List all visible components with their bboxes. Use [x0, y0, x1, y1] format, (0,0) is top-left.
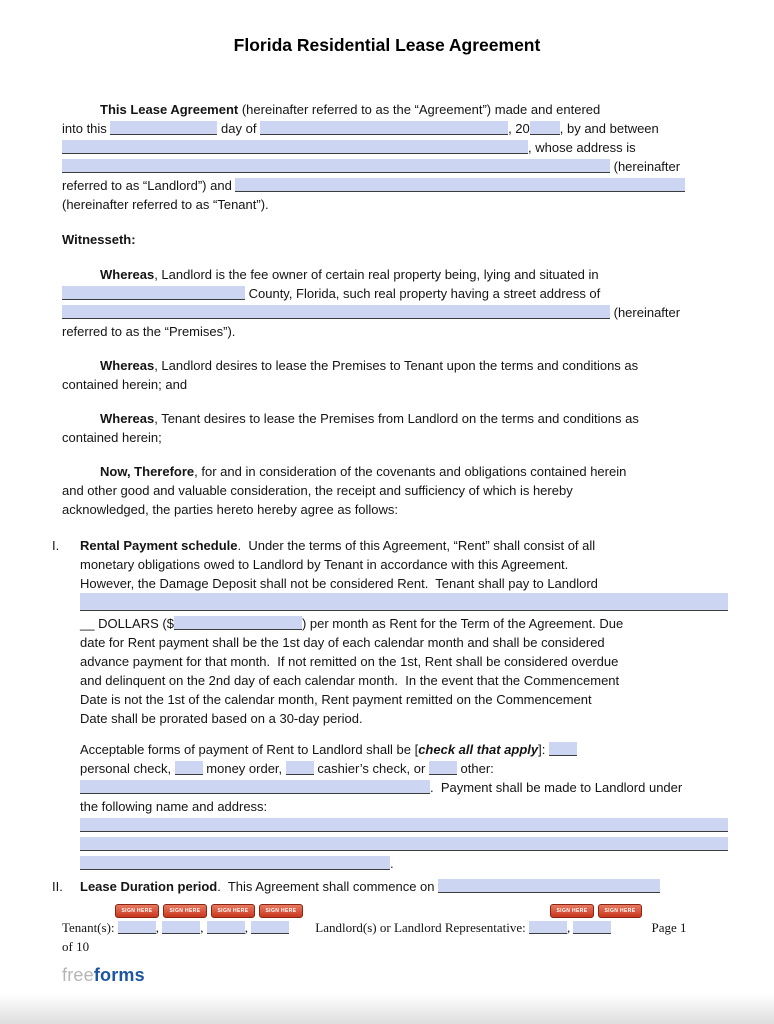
sign-here-tab[interactable]: SIGN HERE: [115, 904, 159, 918]
text-run: ,: [244, 920, 252, 935]
text-run: , for and in consideration of the covenants and obligations contained herein: [194, 464, 627, 479]
text-run: Whereas: [100, 411, 155, 426]
spacer: [62, 913, 115, 914]
landlord-address-field[interactable]: [62, 159, 610, 173]
payee-name-address-field[interactable]: [80, 837, 728, 851]
text-run: . This Agreement shall commence on: [217, 879, 439, 894]
text-line: [80, 574, 728, 593]
text-run: contained herein;: [62, 430, 162, 445]
text-line: [80, 797, 728, 816]
text-run: referred to as “Landlord”) and: [62, 178, 236, 193]
text-run: , by and between: [559, 121, 659, 136]
tenant-initials-label: Tenant(s):: [62, 920, 118, 935]
section-number: II.: [52, 879, 63, 894]
text-run: money order,: [202, 761, 286, 776]
text-run: Now, Therefore: [100, 464, 195, 479]
text-run: ,: [200, 920, 207, 935]
text-run: (hereinafter: [610, 159, 681, 174]
tenant-initial-field[interactable]: [251, 921, 289, 934]
text-line: [62, 157, 712, 176]
text-line: [62, 176, 712, 195]
text-line: [80, 652, 728, 671]
sign-here-tab[interactable]: SIGN HERE: [598, 904, 642, 918]
section-lease-duration: [52, 877, 712, 896]
text-run: This Lease Agreement: [100, 102, 239, 117]
text-run: ,: [155, 920, 163, 935]
county-field[interactable]: [62, 286, 245, 300]
text-line: [62, 428, 712, 447]
text-run: cashier’s check, or: [313, 761, 429, 776]
text-line: [62, 195, 712, 214]
text-run: , Landlord is the fee owner of certain real property being, lying and situated in: [154, 267, 599, 282]
text-run: , Landlord desires to lease the Premises to Tenant upon the terms and conditions as: [154, 358, 639, 373]
tenant-initial-field[interactable]: [162, 921, 200, 934]
text-run: advance payment for that month. If not remitted on the 1st, Rent shall be considered overdue: [80, 654, 619, 669]
text-line: [62, 375, 712, 394]
text-run: Whereas: [100, 267, 155, 282]
text-line: [62, 356, 712, 375]
text-run: Whereas: [100, 358, 155, 373]
text-run: Rental Payment schedule: [80, 538, 238, 553]
text-run: (hereinafter referred to as “Tenant”).: [62, 197, 269, 212]
now-therefore-paragraph: [62, 462, 712, 519]
text-line: [62, 462, 712, 481]
text-run: referred to as the “Premises”).: [62, 324, 236, 339]
text-run: , whose address is: [528, 140, 636, 155]
day-field[interactable]: [110, 121, 217, 135]
premises-address-field[interactable]: [62, 305, 610, 319]
spacer: [303, 913, 550, 914]
tenant-name-field[interactable]: [235, 178, 685, 192]
text-line: [80, 854, 728, 873]
text-line: [62, 265, 712, 284]
text-line: [80, 633, 728, 652]
text-line: [80, 536, 728, 555]
text-run: Date is not the 1st of the calendar month, Rent payment remitted on the Commencement: [80, 692, 592, 707]
personal-check-checkbox-field[interactable]: [549, 742, 577, 756]
text-line: [62, 481, 712, 500]
whereas-property-paragraph: [62, 265, 712, 341]
landlord-initial-field[interactable]: [529, 921, 567, 934]
spacer: [611, 931, 651, 932]
whereas-landlord-paragraph: [62, 356, 712, 394]
text-run: ]:: [538, 742, 549, 757]
text-run: , Tenant desires to lease the Premises from Landlord on the terms and conditions as: [154, 411, 639, 426]
rental-payment-paragraph: [80, 536, 728, 728]
intro-paragraph: [62, 100, 712, 214]
text-run: the following name and address:: [80, 799, 268, 814]
text-line: [80, 690, 728, 709]
text-run: personal check,: [80, 761, 175, 776]
whereas-tenant-paragraph: [62, 409, 712, 447]
sign-here-tabs-row: [62, 902, 712, 917]
text-line: [80, 555, 728, 574]
section-rental-payment: [52, 536, 712, 873]
text-line: [62, 303, 712, 322]
text-line: [62, 100, 712, 119]
text-run: and delinquent on the 2nd day of each calendar month. In the event that the Commencement: [80, 673, 620, 688]
text-run: (hereinafter referred to as the “Agreement”) made and entered: [238, 102, 601, 117]
landlord-name-field[interactable]: [62, 140, 528, 154]
other-payment-field[interactable]: [80, 780, 430, 794]
page-number: Page 1: [651, 920, 687, 935]
year-field[interactable]: [530, 121, 560, 135]
tenant-initial-field[interactable]: [118, 921, 156, 934]
text-run: contained herein; and: [62, 377, 188, 392]
payee-name-address-field[interactable]: [80, 818, 728, 832]
sign-here-tab[interactable]: SIGN HERE: [259, 904, 303, 918]
text-line: [62, 409, 712, 428]
text-run: County, Florida, such real property having a street address of: [245, 286, 601, 301]
text-run: Lease Duration period: [80, 879, 218, 894]
sign-here-tab[interactable]: SIGN HERE: [163, 904, 207, 918]
text-line: [80, 778, 728, 797]
text-run: However, the Damage Deposit shall not be considered Rent. Tenant shall pay to Landlord: [80, 576, 598, 591]
money-order-checkbox-field[interactable]: [175, 761, 203, 775]
month-field[interactable]: [260, 121, 508, 135]
text-line: [80, 614, 728, 633]
text-line: [80, 740, 728, 759]
section-rental-body: [80, 536, 728, 873]
text-run: monetary obligations owed to Landlord by Tenant in accordance with this Agreement.: [80, 557, 569, 572]
tenant-initial-field[interactable]: [207, 921, 245, 934]
text-run: day of: [217, 121, 261, 136]
text-run: . Payment shall be made to Landlord under: [430, 780, 683, 795]
text-line: [62, 500, 712, 519]
footer-page-line: [62, 937, 712, 956]
witnesseth-heading: Witnesseth:: [62, 232, 136, 247]
text-run: date for Rent payment shall be the 1st day of each calendar month and shall be considered: [80, 635, 605, 650]
rent-amount-words-field[interactable]: [80, 593, 728, 611]
freeforms-logo: [62, 964, 145, 986]
text-line: [80, 816, 728, 835]
other-checkbox-field[interactable]: [429, 761, 457, 775]
text-run: ,: [566, 920, 574, 935]
text-line: [80, 759, 728, 778]
text-run: Date shall be prorated based on a 30-day period.: [80, 711, 363, 726]
text-run: Acceptable forms of payment of Rent to Landlord shall be [: [80, 742, 419, 757]
payment-forms-paragraph: [80, 740, 728, 873]
text-line: [62, 138, 712, 157]
commencement-date-field[interactable]: [438, 879, 660, 893]
text-run: acknowledged, the parties hereto hereby agree as follows:: [62, 502, 399, 517]
text-run: , 20: [508, 121, 530, 136]
text-run: and other good and valuable consideration, the receipt and sufficiency of which is hereby: [62, 483, 573, 498]
landlord-initial-field[interactable]: [573, 921, 611, 934]
rent-amount-numeric-field[interactable]: [174, 616, 302, 630]
text-line: [80, 877, 712, 896]
section-number: I.: [52, 538, 60, 553]
text-line: [80, 593, 728, 614]
logo-free-text: free: [62, 965, 94, 985]
footer-initials-line: [62, 918, 712, 937]
text-run: into this: [62, 121, 111, 136]
logo-forms-text: forms: [93, 965, 145, 985]
section-duration-body: [80, 877, 712, 896]
spacer: [289, 931, 315, 932]
page-number-continued: of 10: [62, 939, 90, 954]
text-run: check all that apply: [418, 742, 539, 757]
text-line: [80, 835, 728, 854]
text-line: [62, 284, 712, 303]
text-line: [62, 902, 712, 917]
text-line: [62, 322, 712, 341]
text-run: . Under the terms of this Agreement, “Rent” shall consist of all: [237, 538, 596, 553]
sign-here-tab[interactable]: SIGN HERE: [211, 904, 255, 918]
text-line: [62, 119, 712, 138]
text-run: other:: [456, 761, 494, 776]
sign-here-tab[interactable]: SIGN HERE: [550, 904, 594, 918]
cashiers-check-checkbox-field[interactable]: [286, 761, 314, 775]
document-title: Florida Residential Lease Agreement: [233, 35, 541, 55]
text-run: (hereinafter: [610, 305, 681, 320]
document-content: [0, 34, 774, 956]
landlord-initials-label: Landlord(s) or Landlord Representative:: [315, 920, 529, 935]
text-run: .: [390, 856, 394, 871]
text-line: [80, 709, 728, 728]
text-run: __ DOLLARS ($: [80, 616, 174, 631]
text-run: ) per month as Rent for the Term of the Agreement. Due: [301, 616, 624, 631]
text-line: [80, 671, 728, 690]
page-footer: [62, 918, 712, 956]
payee-name-address-field[interactable]: [80, 856, 390, 870]
